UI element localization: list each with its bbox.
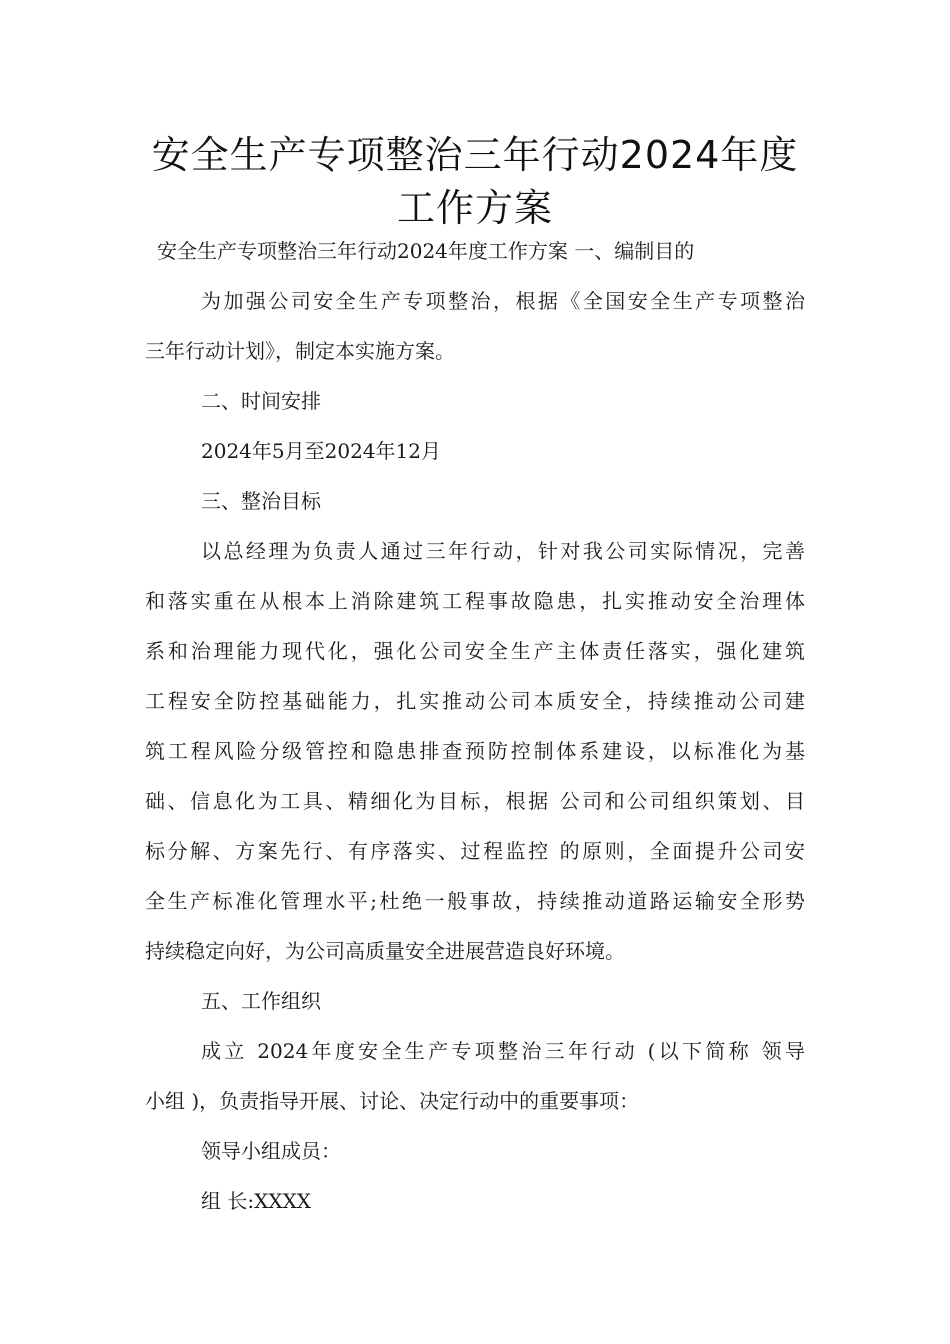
paragraph-line: 领导小组成员： [201,1139,341,1163]
document-title-line-1: 安全生产专项整治三年行动2024年度 [151,133,799,177]
paragraph-line: 筑工程风险分级管控和隐患排查预防控制体系建设，以标准化为基 [145,739,805,763]
paragraph-line: 2024年5月至2024年12月 [201,439,441,463]
paragraph-line: 标分解、方案先行、有序落实、过程监控 的原则，全面提升公司安 [145,839,805,863]
paragraph-line: 系和治理能力现代化，强化公司安全生产主体责任落实，强化建筑 [145,639,805,663]
paragraph-line: 成立 2024年度安全生产专项整治三年行动 (以下简称 领导 [201,1039,805,1063]
section-heading: 五、工作组织 [201,989,321,1013]
paragraph-line: 和落实重在从根本上消除建筑工程事故隐患，扎实推动安全治理体 [145,589,805,613]
paragraph-line: 以总经理为负责人通过三年行动，针对我公司实际情况，完善 [201,539,805,563]
paragraph-line: 组 长:XXXX [201,1189,312,1213]
section-heading: 二、时间安排 [201,389,321,413]
paragraph-line: 工程安全防控基础能力，扎实推动公司本质安全，持续推动公司建 [145,689,805,713]
paragraph-line: 为加强公司安全生产专项整治，根据《全国安全生产专项整治 [201,289,805,313]
section-heading: 三、整治目标 [201,489,321,513]
paragraph-line: 持续稳定向好，为公司高质量安全进展营造良好环境。 [145,939,625,963]
paragraph-line: 础、信息化为工具、精细化为目标，根据 公司和公司组织策划、目 [145,789,805,813]
document-title-line-2: 工作方案 [396,186,553,230]
paragraph-line: 小组 )，负责指导开展、讨论、决定行动中的重要事项： [145,1089,640,1113]
paragraph-line: 全生产标准化管理水平;杜绝一般事故，持续推动道路运输安全形势 [145,889,805,913]
paragraph-line: 三年行动计划》，制定本实施方案。 [145,339,455,363]
intro-line: 安全生产专项整治三年行动2024年度工作方案 一、编制目的 [157,239,695,263]
